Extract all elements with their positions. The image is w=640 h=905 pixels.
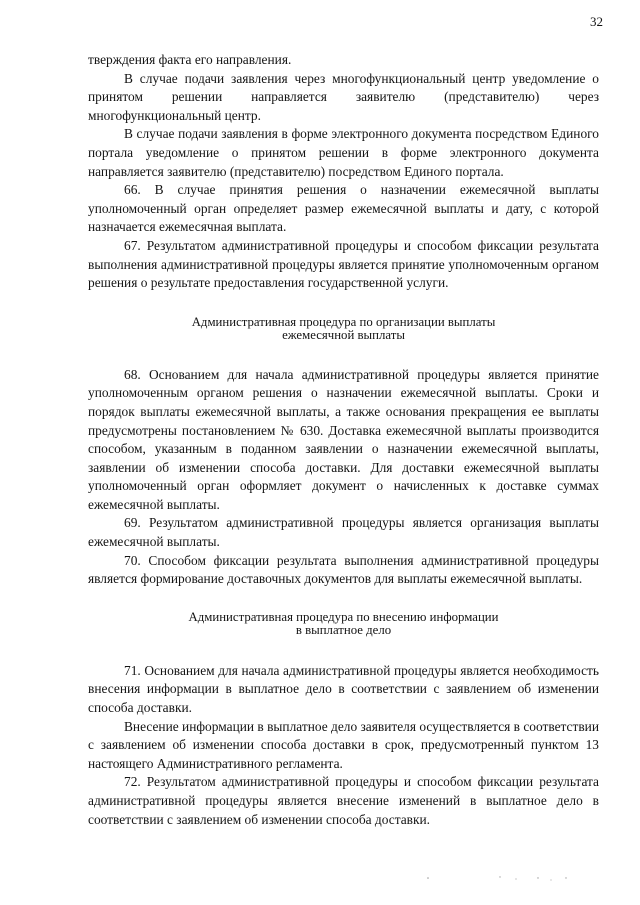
section-heading-line: Административная процедура по внесению информации — [188, 609, 499, 624]
section-heading-line: ежемесячной выплаты — [282, 327, 405, 342]
paragraph-continuation: тверждения факта его направления. — [88, 52, 292, 67]
section-heading-line: Административная процедура по организации выплаты — [191, 314, 496, 329]
paragraph-66: 66. В случае принятия решения о назначении ежемесячной выплаты уполномоченный орган определяет размер ежемесячной выплаты и дату, с которой назначается ежемесячная выплата. — [88, 182, 599, 235]
paragraph-mfc-notice: В случае подачи заявления через многофункциональный центр уведомление о принятом решении направляется заявителю (представителю) через многофункциональный центр. — [88, 70, 599, 123]
paragraph-68: 68. Основанием для начала административной процедуры является принятие уполномоченным органом решения о назначении ежемесячной выплаты. Сроки и порядок выплаты ежемесячной выплаты, а также основания прекращения ее выплаты предусмотрены постановлением № 630. Доставка ежемесячной выплаты производится способом, указанным в поданном заявлении о назначении ежемесячной выплаты, заявлении об изменении способа доставки. Для доставки ежемесячной выплаты уполномоченный орган оформляет документ о начисленных к доставке суммах ежемесячной выплаты. — [88, 366, 599, 512]
document-body — [88, 51, 599, 829]
section-heading-payment-file — [88, 611, 599, 637]
scan-noise-decoration — [420, 872, 580, 886]
section-heading-line: в выплатное дело — [295, 622, 392, 637]
paragraph-info-entry: Внесение информации в выплатное дело заявителя осуществляется в соответствии с заявлением об изменении способа доставки в срок, предусмотренный пунктом 13 настоящего Административного регламента. — [88, 718, 599, 771]
page-number: 32 — [590, 14, 603, 29]
paragraph-portal-notice: В случае подачи заявления в форме электронного документа посредством Единого портала уведомление о принятом решении в форме электронного документа направляется заявителю (представителю) посредством Единого портала. — [88, 126, 599, 179]
paragraph-72: 72. Результатом административной процедуры и способом фиксации результата административной процедуры является внесение изменений в выплатное дело в соответствии с заявлением об изменении способа доставки. — [88, 774, 599, 827]
paragraph-70: 70. Способом фиксации результата выполнения административной процедуры является формирование доставочных документов для выплаты ежемесячной выплаты. — [88, 552, 599, 587]
section-heading-payment-organization — [88, 316, 599, 342]
paragraph-67: 67. Результатом административной процедуры и способом фиксации результата выполнения административной процедуры является принятие уполномоченным органом решения о результате предоставления государственной услуги. — [88, 237, 599, 291]
paragraph-71: 71. Основанием для начала административной процедуры является необходимость внесения информации в выплатное дело в соответствии с заявлением об изменении способа доставки. — [88, 662, 599, 716]
paragraph-69: 69. Результатом административной процедуры является организация выплаты ежемесячной выплаты. — [88, 515, 599, 550]
